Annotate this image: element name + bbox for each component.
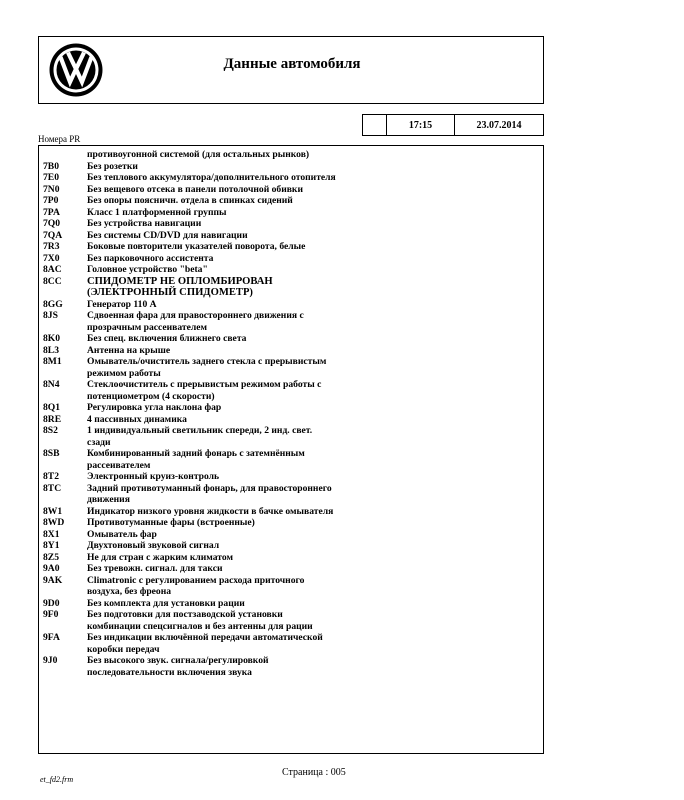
list-item [43,414,343,426]
pr-description: Без розетки [87,160,138,172]
pr-list [43,149,343,678]
pr-code: 8AC [43,264,62,275]
pr-code: 8K0 [43,333,61,344]
pr-code: 8Z5 [43,551,59,563]
form-id: et_fd2.frm [40,775,74,784]
pr-description: Без системы CD/DVD для навигации [87,229,248,241]
list-item [43,506,343,518]
list-item [43,402,343,414]
pr-code: 9FA [43,632,60,643]
pr-description: Без подготовки для постзаводской установки комбинации спецсигналов и без антенны для рации [87,609,313,632]
list-item [43,172,343,184]
pr-code: 9AK [43,574,63,586]
pr-code: 8JS [43,310,58,321]
meta-time: 17:15 [387,115,455,135]
pr-description: Двухтоновый звуковой сигнал [87,540,220,551]
list-item [43,609,343,632]
list-item [43,563,343,575]
list-item [43,218,343,230]
pr-description: Без парковочного ассистента [87,252,214,264]
pr-code: 8Y1 [43,540,60,551]
list-item [43,195,343,207]
pr-description: противоугонной системой (для остальных рынков) [87,149,310,160]
list-item [43,379,343,402]
pr-description: Без индикации включённой передачи автоматической коробки передач [87,632,323,655]
pr-description: Боковые повторители указателей поворота, белые [87,241,306,252]
pr-code: 7E0 [43,172,59,183]
list-item [43,471,343,483]
page-number: Страница : 005 [282,767,346,778]
meta-empty-cell [363,115,387,135]
list-item [43,253,343,265]
pr-description: Без спец. включения ближнего света [87,333,247,344]
meta-date: 23.07.2014 [476,119,522,131]
pr-code: 8N4 [43,379,60,390]
list-item [43,230,343,242]
pr-code: 9D0 [43,597,60,609]
pr-code: 7PA [43,206,60,218]
list-item [43,184,343,196]
pr-code: 7Q0 [43,218,61,229]
list-item [43,540,343,552]
list-item [43,598,343,610]
list-item [43,575,343,598]
pr-code: 8X1 [43,528,60,540]
list-item [43,483,343,506]
list-item [43,448,343,471]
list-item [43,632,343,655]
pr-code: 9J0 [43,655,58,666]
list-item [43,276,343,299]
pr-description: СПИДОМЕТР НЕ ОПЛОМБИРОВАН (ЭЛЕКТРОННЫЙ СПИДОМЕТР) [87,275,273,298]
pr-description: 1 индивидуальный светильник спереди, 2 инд. свет. сзади [87,425,313,448]
pr-description: Climatronic с регулированием расхода приточного воздуха, без фреона [87,574,305,597]
section-label: Номера PR [38,134,81,144]
pr-description: 4 пассивных динамика [87,413,187,425]
pr-code: 7X0 [43,252,60,264]
pr-code: 9A0 [43,563,60,574]
pr-code: 7QA [43,229,63,241]
pr-code: 8L3 [43,344,59,356]
list-item [43,517,343,529]
list-item [43,310,343,333]
pr-description: Комбинированный задний фонарь с затемнённым рассеивателем [87,448,305,471]
pr-code: 9F0 [43,609,59,620]
pr-description: Без тревожн. сигнал. для такси [87,563,223,574]
pr-description: Антенна на крыше [87,344,171,356]
pr-description: Противотуманные фары (встроенные) [87,517,255,528]
pr-description: Без высокого звук. сигнала/регулировкой последовательности включения звука [87,655,269,678]
pr-code: 8T2 [43,471,59,482]
pr-code: 8RE [43,413,62,425]
pr-description: Без вещевого отсека в панели потолочной обивки [87,183,303,195]
list-item [43,207,343,219]
list-item [43,425,343,448]
pr-code: 8S2 [43,425,58,436]
list-item [43,299,343,311]
pr-description: Класс 1 платформенной группы [87,206,227,218]
pr-code: 8WD [43,517,65,528]
pr-description: Стеклоочиститель с прерывистым режимом работы с потенциометром (4 скорости) [87,379,322,402]
pr-description: Головное устройство "beta" [87,264,208,275]
list-item [43,356,343,379]
pr-description: Без опоры поясничн. отдела в спинках сидений [87,195,293,206]
pr-code: 7N0 [43,183,60,195]
page-title: Данные автомобиля [223,56,361,72]
vw-logo-icon [48,42,104,98]
list-item [43,264,343,276]
pr-description: Без комплекта для установки рации [87,597,245,609]
pr-description: Электронный круиз-контроль [87,471,220,482]
pr-code: 8GG [43,298,63,310]
list-item [43,241,343,253]
pr-description: Омыватель фар [87,528,157,540]
list-item [43,655,343,678]
pr-description: Не для стран с жарким климатом [87,551,234,563]
list-item [43,529,343,541]
pr-description: Без теплового аккумулятора/дополнительного отопителя [87,172,336,183]
pr-code: 8CC [43,275,62,287]
pr-code: 7P0 [43,195,59,206]
pr-description: Индикатор низкого уровня жидкости в бачке омывателя [87,505,334,517]
pr-description: Омыватель/очиститель заднего стекла с прерывистым режимом работы [87,356,327,379]
pr-code: 8TC [43,482,62,494]
list-item [43,552,343,564]
pr-code [43,149,87,161]
list-item [43,161,343,173]
list-item [43,333,343,345]
pr-code: 8Q1 [43,402,61,413]
pr-description: Генератор 110 A [87,298,157,310]
pr-description: Задний противотуманный фонарь, для правостороннего движения [87,482,332,505]
pr-description: Регулировка угла наклона фар [87,402,222,413]
pr-code: 8SB [43,448,60,459]
pr-description: Сдвоенная фара для правостороннего движения с прозрачным рассеивателем [87,310,304,333]
list-item [43,149,343,161]
pr-code: 8M1 [43,356,62,367]
pr-code: 7B0 [43,160,59,172]
pr-code: 7R3 [43,241,60,252]
list-item [43,345,343,357]
pr-description: Без устройства навигации [87,218,202,229]
meta-box [362,114,544,136]
pr-code: 8W1 [43,505,63,517]
